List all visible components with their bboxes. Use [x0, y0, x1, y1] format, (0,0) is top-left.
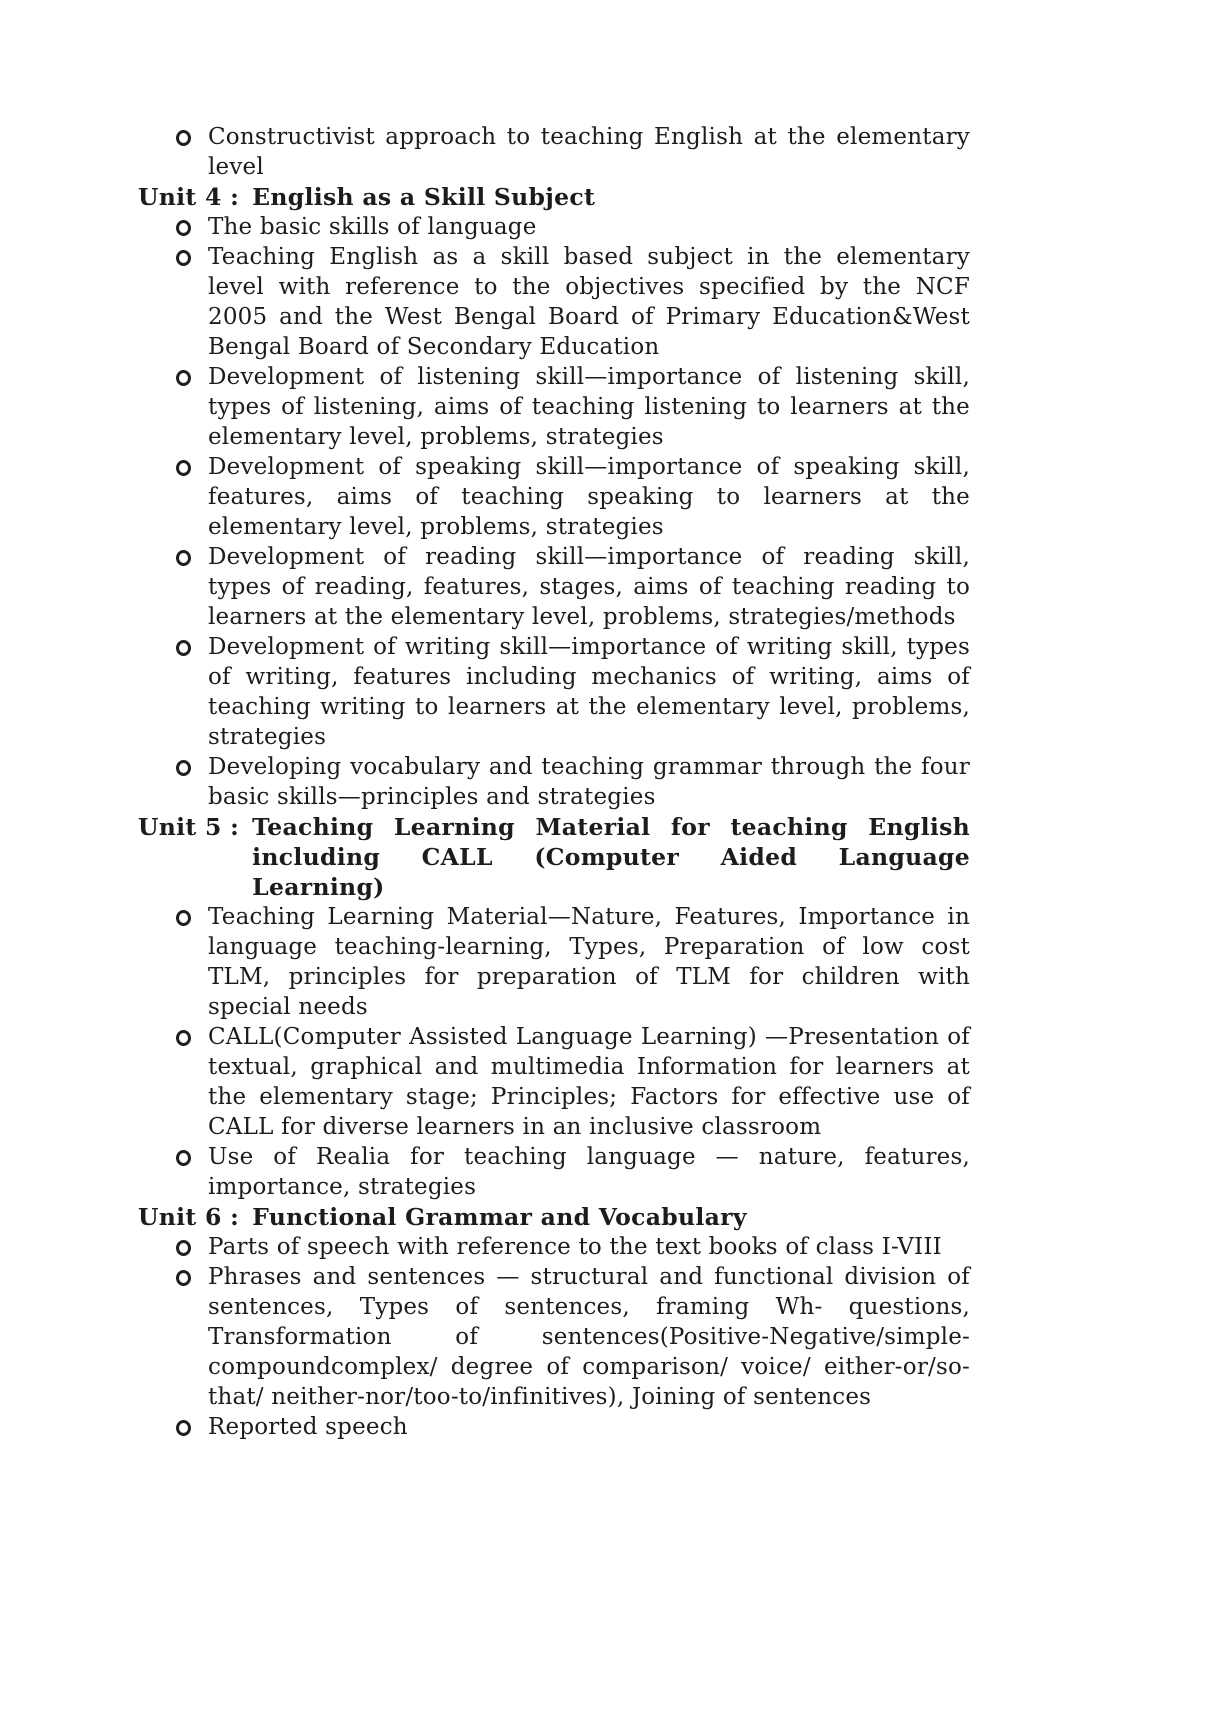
bullet-item-text: Development of reading skill—importance of reading skill, types of reading, features, stages, aims of teaching reading to learners at the elementary level, problems, strategies/methods [208, 544, 970, 630]
bullet-item-text: Reported speech [208, 1414, 408, 1440]
unit-heading-title: English as a Skill Subject [252, 183, 596, 211]
bullet-item [138, 632, 970, 752]
circle-bullet-icon [176, 370, 191, 386]
bullet-item-text: Phrases and sentences — structural and functional division of sentences, Types of sentences, framing Wh- questions, Transformation of sentences(Positive-Negative/simple-compoundcomplex/ degree of comparison/ voice/ either-or/so-that/ neither-nor/too-to/infinitives), Joining of sentences [208, 1264, 970, 1410]
syllabus-content [138, 122, 970, 1442]
unit-heading-label: Unit 4 : [138, 183, 240, 211]
unit-heading-label: Unit 6 : [138, 1203, 240, 1231]
circle-bullet-icon [176, 130, 191, 146]
unit-heading-title: Functional Grammar and Vocabulary [252, 1203, 747, 1231]
bullet-item [138, 752, 970, 812]
bullet-item-text: Teaching Learning Material—Nature, Features, Importance in language teaching-learning, Types, Preparation of low cost TLM, principles for preparation of TLM for children with special needs [208, 904, 970, 1020]
bullet-item [138, 452, 970, 542]
bullet-item [138, 1022, 970, 1142]
circle-bullet-icon [176, 460, 191, 476]
unit-heading-label: Unit 5 : [138, 813, 240, 841]
bullet-item [138, 902, 970, 1022]
circle-bullet-icon [176, 1420, 191, 1436]
circle-bullet-icon [176, 1150, 191, 1166]
circle-bullet-icon [176, 1240, 191, 1256]
circle-bullet-icon [176, 910, 191, 926]
circle-bullet-icon [176, 550, 191, 566]
bullet-item [138, 1232, 970, 1262]
bullet-item-text: Parts of speech with reference to the text books of class I-VIII [208, 1234, 942, 1260]
bullet-item [138, 212, 970, 242]
circle-bullet-icon [176, 220, 191, 236]
bullet-item-text: Development of listening skill—importance of listening skill, types of listening, aims of teaching listening to learners at the elementary level, problems, strategies [208, 364, 970, 450]
bullet-item [138, 1412, 970, 1442]
unit-heading-title: Teaching Learning Material for teaching English including CALL (Computer Aided Language Learning) [252, 813, 970, 901]
circle-bullet-icon [176, 760, 191, 776]
circle-bullet-icon [176, 1270, 191, 1286]
bullet-item-text: Development of writing skill—importance of writing skill, types of writing, features including mechanics of writing, aims of teaching writing to learners at the elementary level, problems, strategies [208, 634, 970, 750]
circle-bullet-icon [176, 640, 191, 656]
bullet-item [138, 1262, 970, 1412]
bullet-item [138, 242, 970, 362]
unit-heading [138, 182, 970, 212]
unit-heading [138, 812, 970, 902]
bullet-item-text: Teaching English as a skill based subject in the elementary level with reference to the objectives specified by the NCF 2005 and the West Bengal Board of Primary Education&West Bengal Board of Secondary Education [208, 244, 970, 360]
bullet-item [138, 122, 970, 182]
unit-heading [138, 1202, 970, 1232]
bullet-item [138, 362, 970, 452]
circle-bullet-icon [176, 1030, 191, 1046]
bullet-item-text: Developing vocabulary and teaching grammar through the four basic skills—principles and strategies [208, 754, 970, 810]
bullet-item-text: Development of speaking skill—importance of speaking skill, features, aims of teaching speaking to learners at the elementary level, problems, strategies [208, 454, 970, 540]
bullet-item-text: CALL(Computer Assisted Language Learning) —Presentation of textual, graphical and multimedia Information for learners at the elementary stage; Principles; Factors for effective use of CALL for diverse learners in an inclusive classroom [208, 1024, 970, 1140]
bullet-item-text: Use of Realia for teaching language — nature, features, importance, strategies [208, 1144, 970, 1200]
circle-bullet-icon [176, 250, 191, 266]
bullet-item-text: The basic skills of language [208, 214, 537, 240]
bullet-item [138, 542, 970, 632]
bullet-item [138, 1142, 970, 1202]
bullet-item-text: Constructivist approach to teaching English at the elementary level [208, 124, 970, 180]
